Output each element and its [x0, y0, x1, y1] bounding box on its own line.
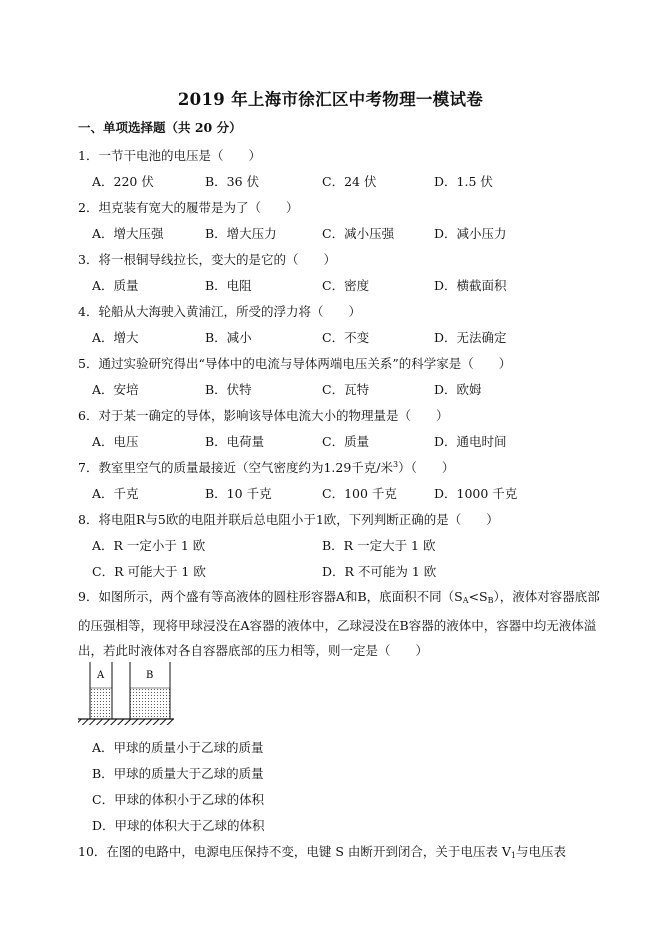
q10-sub: 1 — [510, 851, 517, 860]
ground-hatch — [78, 719, 174, 725]
q9-option-c[interactable]: C．甲球的体积小于乙球的体积 — [92, 792, 265, 807]
q7-option-c[interactable]: C．100 千克 — [322, 486, 397, 501]
q5-option-b[interactable]: B．伏特 — [205, 382, 252, 397]
question-3: 3．将一根铜导线拉长，变大的是它的（ ） — [78, 252, 336, 267]
q3-option-d[interactable]: D．横截面积 — [434, 278, 507, 293]
q6-option-a[interactable]: A．电压 — [92, 434, 139, 449]
q4-option-a[interactable]: A．增大 — [92, 330, 139, 345]
q3-option-a[interactable]: A．质量 — [92, 278, 139, 293]
q2-option-d[interactable]: D．减小压力 — [434, 226, 507, 241]
q8-option-a[interactable]: A．R 一定小于 1 欧 — [92, 538, 206, 553]
q2-option-a[interactable]: A．增大压强 — [92, 226, 164, 241]
q3-option-c[interactable]: C．密度 — [322, 278, 370, 293]
q8-option-c[interactable]: C．R 可能大于 1 欧 — [92, 564, 206, 579]
question-9 — [78, 584, 608, 663]
q7-option-d[interactable]: D．1000 千克 — [434, 486, 518, 501]
container-figure — [78, 658, 174, 728]
q7-option-b[interactable]: B．10 千克 — [205, 486, 272, 501]
unit-exponent: 3 — [393, 460, 399, 469]
section-heading: 一、单项选择题（共 20 分） — [78, 120, 242, 135]
q9-sub-b: B — [487, 596, 494, 605]
q9-text-a: 9．如图所示，两个盛有等高液体的圆柱形容器A和B，底面积不同（S — [78, 589, 463, 604]
q7-option-a[interactable]: A．千克 — [92, 486, 139, 501]
q2-option-c[interactable]: C．减小压强 — [322, 226, 395, 241]
question-8: 8．将电阻R与5欧的电阻并联后总电阻小于1欧，下列判断正确的是（ ） — [78, 512, 499, 527]
question-5: 5．通过实验研究得出“导体中的电流与导体两端电压关系”的科学家是（ ） — [78, 356, 512, 371]
q10-text-end: 与电压表 — [516, 844, 567, 859]
q1-option-c[interactable]: C．24 伏 — [322, 174, 377, 189]
question-7 — [78, 458, 454, 476]
question-6: 6．对于某一确定的导体，影响该导体电流大小的物理量是（ ） — [78, 408, 449, 423]
q5-option-a[interactable]: A．安培 — [92, 382, 139, 397]
question-7-end: ）（ ） — [398, 460, 455, 475]
q4-option-c[interactable]: C．不变 — [322, 330, 370, 345]
q3-option-b[interactable]: B．电阻 — [205, 278, 252, 293]
q8-option-d[interactable]: D．R 不可能为 1 欧 — [322, 564, 437, 579]
question-7-text: 7．教室里空气的质量最接近（空气密度约为1.29千克/米 — [78, 460, 393, 475]
q9-option-d[interactable]: D．甲球的体积大于乙球的体积 — [92, 818, 265, 833]
question-4: 4．轮船从大海驶入黄浦江，所受的浮力将（ ） — [78, 304, 361, 319]
q2-option-b[interactable]: B．增大压力 — [205, 226, 277, 241]
q1-option-a[interactable]: A．220 伏 — [92, 174, 154, 189]
q1-option-b[interactable]: B．36 伏 — [205, 174, 260, 189]
label-b: B — [146, 670, 154, 681]
q10-text: 10．在图的电路中，电源电压保持不变，电键 S 由断开到闭合，关于电压表 V — [78, 844, 511, 859]
page-title: 2019 年上海市徐汇区中考物理一模试卷 — [177, 90, 484, 109]
q5-option-c[interactable]: C．瓦特 — [322, 382, 370, 397]
label-a: A — [97, 670, 105, 681]
q4-option-b[interactable]: B．减小 — [205, 330, 252, 345]
q9-option-b[interactable]: B．甲球的质量大于乙球的质量 — [92, 766, 264, 781]
question-2: 2．坦克装有宽大的履带是为了（ ） — [78, 200, 299, 215]
q4-option-d[interactable]: D．无法确定 — [434, 330, 507, 345]
q8-option-b[interactable]: B．R 一定大于 1 欧 — [322, 538, 436, 553]
q9-option-a[interactable]: A．甲球的质量小于乙球的质量 — [92, 740, 264, 755]
q9-sub-a: A — [462, 596, 469, 605]
q9-lt: <S — [468, 589, 488, 604]
question-10 — [78, 842, 566, 860]
q9-text-b: ），液体对容器底部的压强相等，现将甲球浸没在A容器的液体中，乙球浸没在B容器的液体中，容器中均无液体溢出，若此时液体对各自容器底部的压力相等，则一定是（ ） — [78, 589, 600, 658]
q6-option-d[interactable]: D．通电时间 — [434, 434, 507, 449]
q5-option-d[interactable]: D．欧姆 — [434, 382, 482, 397]
question-1: 1．一节干电池的电压是（ ） — [78, 148, 261, 163]
q6-option-b[interactable]: B．电荷量 — [205, 434, 265, 449]
q6-option-c[interactable]: C．质量 — [322, 434, 370, 449]
q1-option-d[interactable]: D．1.5 伏 — [434, 174, 493, 189]
